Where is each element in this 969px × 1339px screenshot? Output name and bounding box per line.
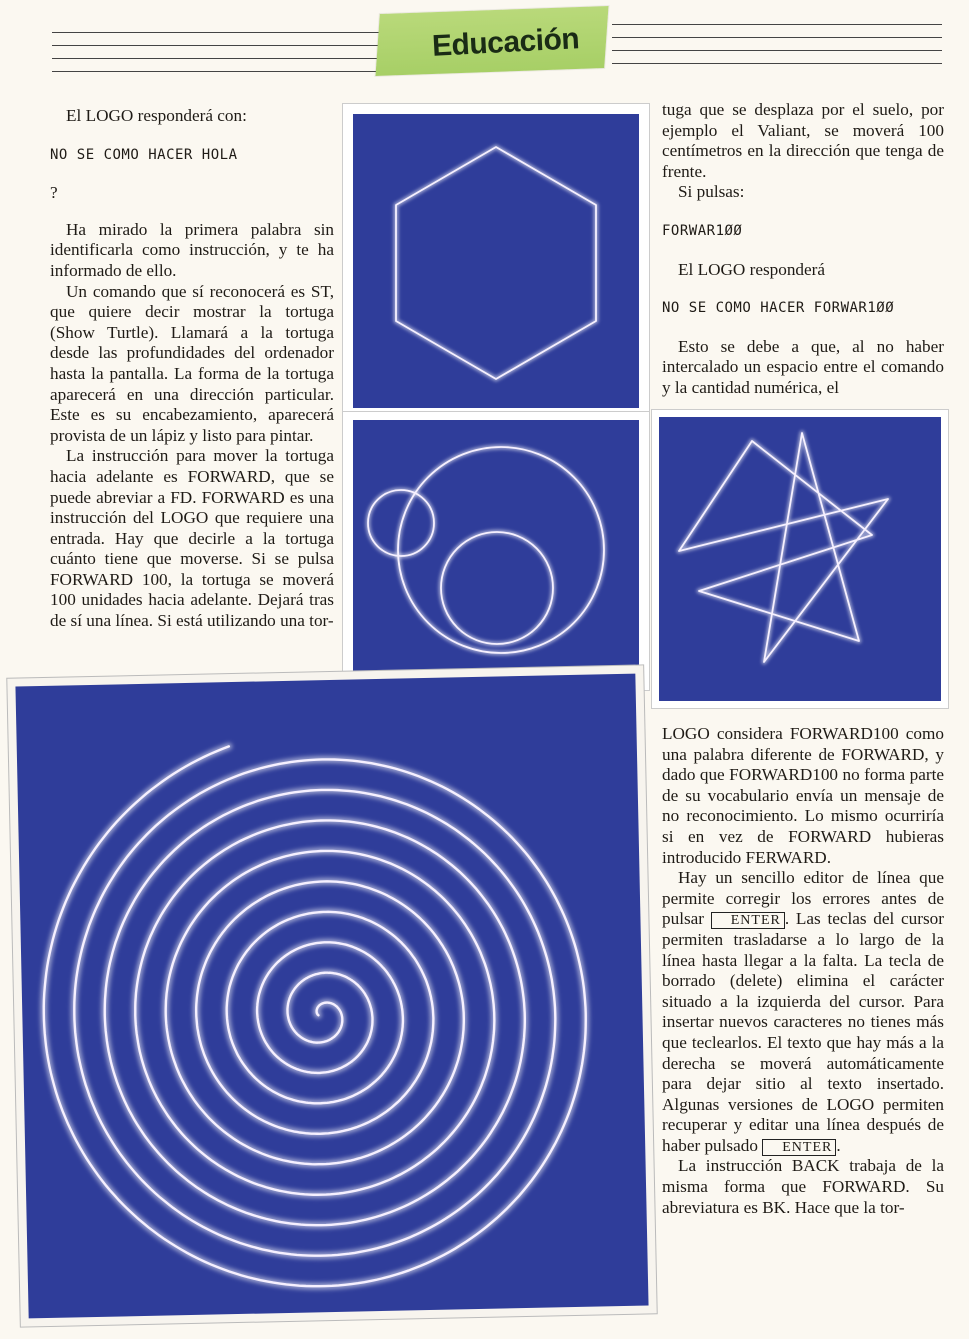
medium-circle [441,532,553,644]
spiral-figure [7,665,656,1326]
paragraph: La instrucción para mover la tortuga hacia adelante es FORWARD, que se puede abreviar a FD. FORWARD es una instrucción del LOGO que requiere una entrada. Hay que decirle a la tortuga cuánto tiene que moverse. Si se pulsa FORWARD 100, la tortuga se moverá 100 unidades hacia adelante. Dejará tras de sí una línea. Si está utilizando una tor- [50,446,334,631]
paragraph: LOGO considera FORWARD100 como una palabra diferente de FORWARD, y dado que FORWARD100 no forma parte de su vocabulario envía un mensaje de no reconocimiento. Lo mismo ocurriría si en vez de FORWARD hubieras introducido FERWARD. [662,724,944,867]
paragraph: Ha mirado la primera palabra sin identificarla como instrucción, y te ha informado de ello. [50,219,334,280]
paragraph: tuga que se desplaza por el suelo, por ejemplo el Valiant, se moverá 100 centímetros en la dirección que tenga de frente. [662,100,944,181]
left-column [50,106,334,632]
hexagon-figure [343,104,649,418]
circles-figure [343,412,649,690]
code-line: NO SE COMO HACER FORWAR1ØØ [662,300,895,317]
star-figure [652,410,948,708]
paragraph: Si pulsas: [678,182,745,202]
code-line: FORWAR1ØØ [662,222,743,239]
code-line: NO SE COMO HACER HOLA [50,146,238,163]
paragraph: El LOGO responderá con: [66,106,247,125]
paragraph: Esto se debe a que, al no haber intercalado un espacio entre el comando y la cantidad numérica, el [662,336,944,397]
paragraph-text: . Las teclas del cursor permiten trasladarse a lo largo de la línea hasta llegar a la falta. La tecla de borrado (delete) elimina el carácter situado a la izquierda del cursor. Para insertar nuevos caracteres no tienes más que teclearlos. El texto que hay más a la derecha se moverá automáticamente para dejar sitio al texto insertado. Algunas versiones de LOGO permiten recuperar y editar una línea después de haber pulsado [662,909,944,1155]
section-title: Educación [431,22,580,63]
enter-key-label: ENTER [762,1139,836,1156]
enter-key-label: ENTER [711,912,785,929]
paragraph: El LOGO responderá [678,259,826,279]
paragraph: Un comando que sí reconocerá es ST, que quiere decir mostrar la tortuga (Show Turtle). Llamará a la tortuga desde las profundidades del ordenador hasta la pantalla. La forma de la tortuga aparecerá en una dirección particular. Este es su encabezamiento, aparecerá provista de un lápiz y listo para pintar. [50,281,334,445]
right-column-bottom [662,724,944,1218]
paragraph [662,868,944,1156]
right-column-top [662,100,944,399]
paragraph: La instrucción BACK trabaja de la misma forma que FORWARD. Su abreviatura es BK. Hace que la tor- [662,1156,944,1217]
paragraph-text: Hay un sencillo editor de línea que permite corregir los errores antes de pulsar [662,868,944,929]
prompt-char: ? [50,183,58,203]
hexagon-shape [396,147,596,379]
paragraph-text: . [836,1135,841,1155]
